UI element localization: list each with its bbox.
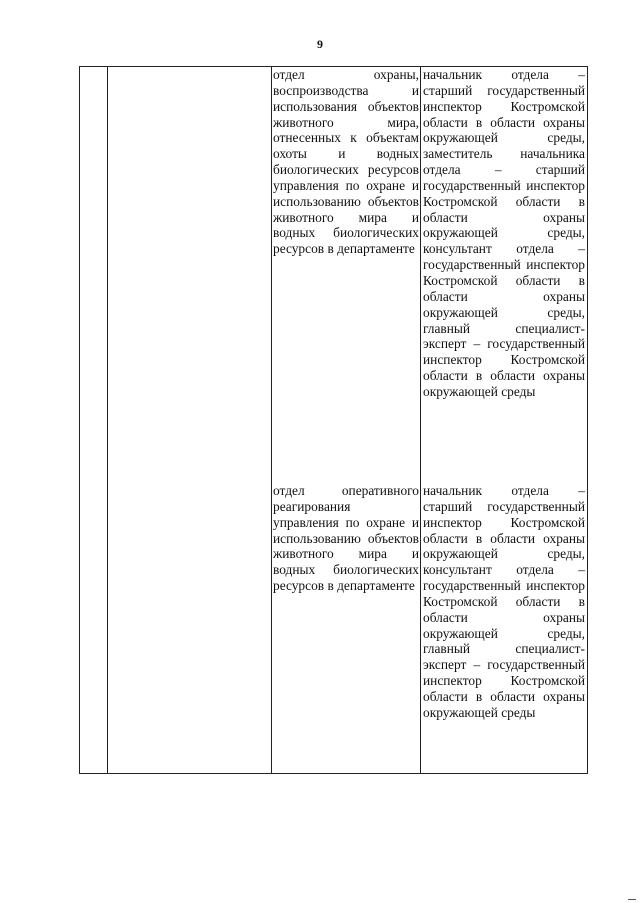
department-name: отдел охраны, воспроизводства и использования объектов животного мира, отнесенных к объектам охоты и водных биологических ресурсов управления по охране и использованию объектов животного мира и водных биологических ресурсов в департаменте: [273, 67, 419, 257]
table-cell-index: [80, 67, 108, 774]
table-cell-positions: [421, 67, 588, 774]
table-row: [80, 67, 588, 774]
table-cell-departments: [272, 67, 421, 774]
department-name: отдел оперативного реагирования управления по охране и использованию объектов животного мира и водных биологических ресурсов в департаменте: [273, 483, 419, 594]
scan-edge-mark: [628, 899, 636, 900]
page-number: 9: [317, 37, 323, 51]
position-list: начальник отдела – старший государственный инспектор Костромской области в области охраны окружающей среды, заместитель начальника отдела – старший государственный инспектор Костромской области в области охраны окружающей среды, консультант отдела – государственный инспектор Костромской области в области охраны окружающей среды, главный специалист-эксперт – государственный инспектор Костромской области в области охраны окружающей среды: [423, 67, 585, 399]
table-cell-empty: [108, 67, 272, 774]
positions-table: [79, 66, 588, 774]
position-list: начальник отдела – старший государственный инспектор Костромской области в области охраны окружающей среды, консультант отдела – государственный инспектор Костромской области в области охраны окружающей среды, главный специалист-эксперт – государственный инспектор Костромской области в области охраны окружающей среды: [423, 483, 585, 720]
